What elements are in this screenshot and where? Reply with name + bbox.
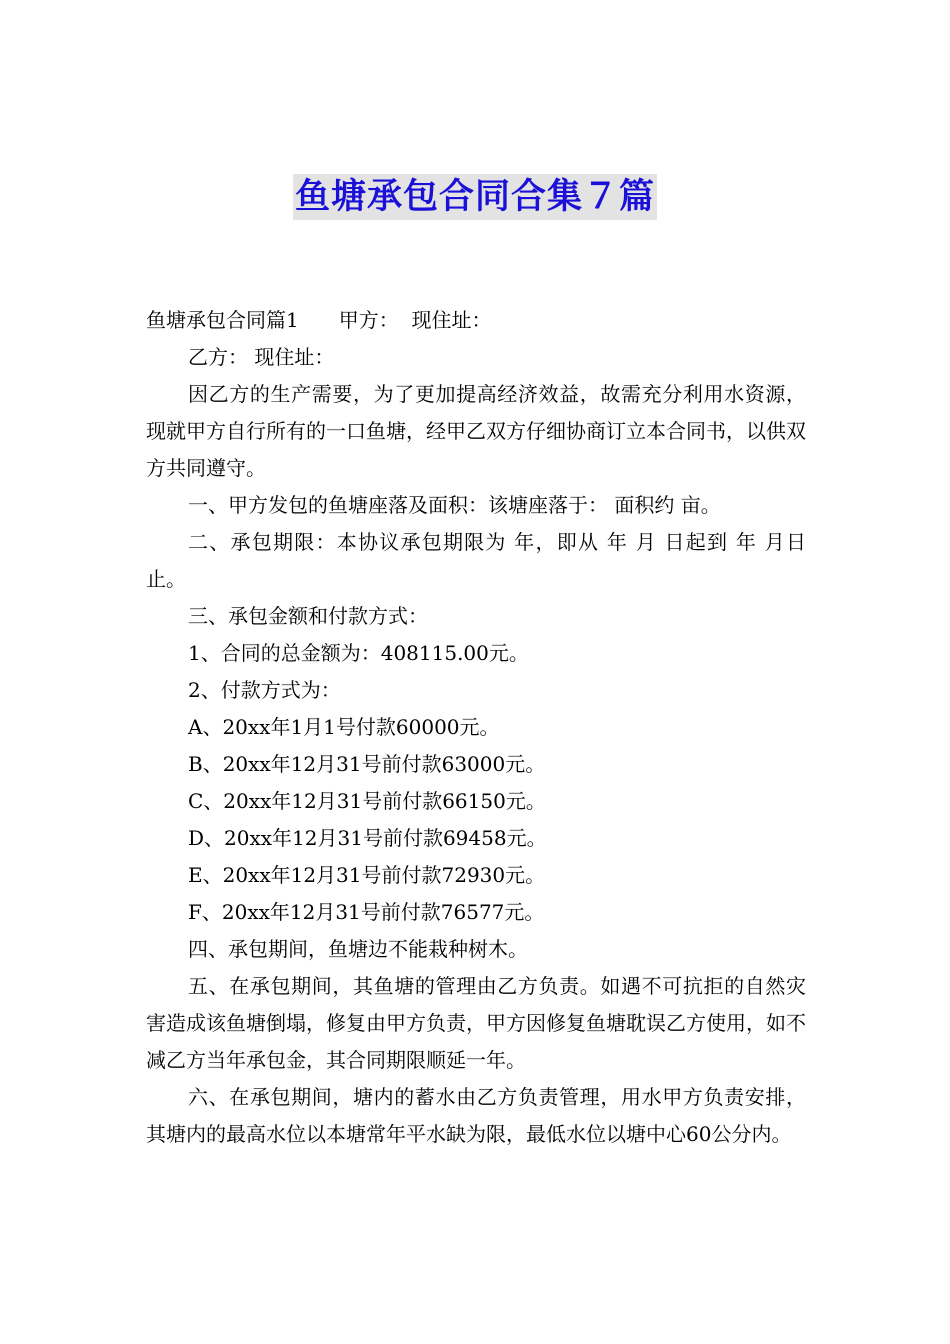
document-title: 鱼塘承包合同合集７篇 (293, 174, 657, 220)
paragraph-10: C、20xx年12月31号前付款66150元。 (188, 789, 546, 813)
paragraph-12: E、20xx年12月31号前付款72930元。 (188, 863, 546, 887)
paragraph-4: 二、承包期限：本协议承包期限为 年，即从 年 月 日起到 年 月日止。 (146, 530, 806, 591)
paragraph-6: 1、合同的总金额为：408115.00元。 (188, 641, 529, 665)
paragraph-16: 六、在承包期间，塘内的蓄水由乙方负责管理，用水甲方负责安排，其塘内的最高水位以本塘常年平水缺为限，最低水位以塘中心60公分内。 (146, 1085, 806, 1146)
paragraph-14: 四、承包期间，鱼塘边不能栽种树木。 (188, 937, 528, 961)
title-container (0, 174, 950, 220)
paragraph-11: D、20xx年12月31号前付款69458元。 (188, 826, 547, 850)
paragraph-2: 因乙方的生产需要，为了更加提高经济效益，故需充分利用水资源，现就甲方自行所有的一口鱼塘，经甲乙双方仔细协商订立本合同书，以供双方共同遵守。 (146, 382, 806, 480)
paragraph-8: A、20xx年1月1号付款60000元。 (188, 715, 500, 739)
paragraph-15: 五、在承包期间，其鱼塘的管理由乙方负责。如遇不可抗拒的自然灾害造成该鱼塘倒塌，修复由甲方负责，甲方因修复鱼塘耽误乙方使用，如不减乙方当年承包金，其合同期限顺延一年。 (146, 974, 806, 1072)
paragraph-5: 三、承包金额和付款方式： (188, 604, 428, 628)
paragraph-9: B、20xx年12月31号前付款63000元。 (188, 752, 546, 776)
document-body (146, 302, 806, 1153)
paragraph-3: 一、甲方发包的鱼塘座落及面积：该塘座落于： 面积约 亩。 (188, 493, 721, 517)
paragraph-0: 鱼塘承包合同篇1 甲方： 现住址： (146, 308, 492, 332)
paragraph-1: 乙方： 现住址： (188, 345, 335, 369)
paragraph-7: 2、付款方式为： (188, 678, 341, 702)
paragraph-13: F、20xx年12月31号前付款76577元。 (188, 900, 545, 924)
